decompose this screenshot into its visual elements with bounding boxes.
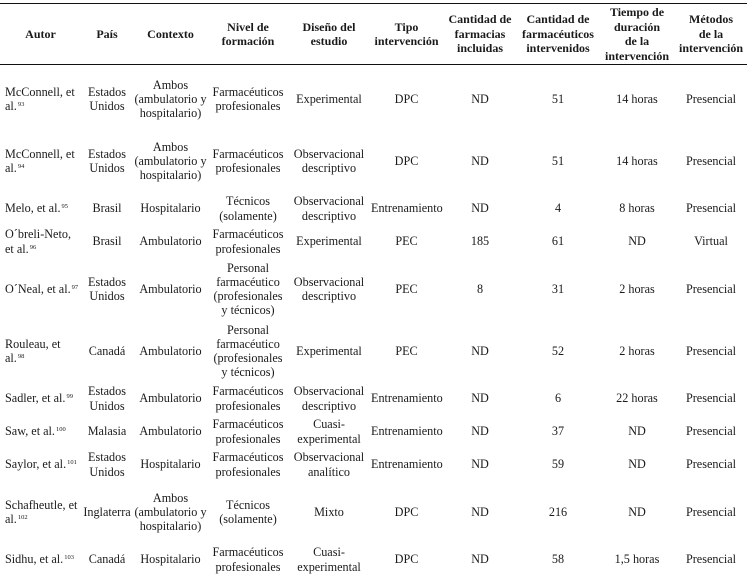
column-header-diseno-estudio bbox=[288, 4, 370, 65]
tiempo-duracion-cell: ND bbox=[628, 234, 646, 249]
diseno-estudio-cell: Mixto bbox=[314, 504, 344, 519]
diseno-estudio-cell: Experimental bbox=[296, 343, 362, 358]
tipo-intervencion-cell: Entrenamiento bbox=[371, 424, 443, 439]
reference-number: 97 bbox=[71, 283, 79, 291]
diseno-estudio-cell: Cuasi-experimental bbox=[297, 545, 361, 574]
diseno-estudio-cell: Observacional descriptivo bbox=[293, 194, 365, 223]
table-row bbox=[0, 225, 747, 258]
tiempo-duracion-cell: 14 horas bbox=[616, 153, 658, 168]
cantidad-farmacias-cell: 185 bbox=[470, 234, 490, 249]
header-line: Diseño del bbox=[302, 19, 356, 34]
autor-name: Schafheutle, et al. bbox=[5, 497, 78, 526]
autor-cell bbox=[0, 192, 81, 225]
studies-table bbox=[0, 3, 747, 576]
header-line: de la bbox=[624, 34, 650, 48]
table-header bbox=[0, 4, 747, 65]
autor-name: Sadler, et al. bbox=[5, 391, 66, 406]
table-row bbox=[0, 320, 747, 382]
contexto-cell: Hospitalario bbox=[140, 552, 201, 567]
cantidad-farmaceuticos-cell: 52 bbox=[551, 343, 565, 358]
tiempo-duracion-cell: 14 horas bbox=[616, 91, 658, 106]
diseno-estudio-cell: Experimental bbox=[296, 234, 362, 249]
contexto-cell: Ambulatorio bbox=[139, 234, 202, 249]
metodo-cell: Presencial bbox=[685, 153, 737, 168]
table-row bbox=[0, 543, 747, 576]
tipo-intervencion-cell: DPC bbox=[394, 552, 419, 567]
table-row bbox=[0, 130, 747, 192]
nivel-formacion-cell: Farmacéuticos profesionales bbox=[212, 545, 284, 574]
cantidad-farmacias-cell: 8 bbox=[476, 281, 484, 296]
reference-number: 103 bbox=[64, 554, 74, 562]
cantidad-farmaceuticos-cell: 4 bbox=[554, 201, 562, 216]
nivel-formacion-cell: Farmacéuticos profesionales bbox=[212, 84, 284, 113]
table-body bbox=[0, 65, 747, 577]
tiempo-duracion-cell: 1,5 horas bbox=[614, 552, 660, 567]
tiempo-duracion-cell: 22 horas bbox=[616, 391, 658, 406]
autor-name: Sidhu, et al. bbox=[5, 552, 64, 567]
contexto-cell: Ambulatorio bbox=[139, 343, 202, 358]
tipo-intervencion-cell: PEC bbox=[395, 281, 418, 296]
metodo-cell: Presencial bbox=[685, 504, 737, 519]
pais-cell: Estados Unidos bbox=[88, 384, 126, 413]
table-row bbox=[0, 192, 747, 225]
cantidad-farmacias-cell: ND bbox=[471, 391, 489, 406]
autor-name: O´Neal, et al. bbox=[5, 281, 71, 296]
diseno-estudio-cell: Observacional descriptivo bbox=[293, 274, 365, 303]
contexto-cell: Hospitalario bbox=[140, 457, 201, 472]
reference-number: 99 bbox=[66, 393, 73, 401]
table-row bbox=[0, 65, 747, 131]
cantidad-farmacias-cell: ND bbox=[471, 153, 489, 168]
autor-cell bbox=[0, 543, 81, 576]
table-row bbox=[0, 258, 747, 320]
diseno-estudio-cell: Cuasi-experimental bbox=[297, 417, 361, 446]
cantidad-farmaceuticos-cell: 31 bbox=[551, 281, 565, 296]
tipo-intervencion-cell: Entrenamiento bbox=[371, 391, 443, 406]
tipo-intervencion-cell: PEC bbox=[395, 343, 418, 358]
header-line: intervenidos bbox=[526, 41, 590, 56]
table-row bbox=[0, 481, 747, 543]
pais-cell: Canadá bbox=[88, 552, 126, 567]
tiempo-duracion-cell: 2 horas bbox=[619, 343, 655, 358]
contexto-cell: Ambos (ambulatorio y hospitalario) bbox=[134, 77, 207, 121]
metodo-cell: Presencial bbox=[685, 424, 737, 439]
header-line: Cantidad de bbox=[526, 12, 590, 27]
tiempo-duracion-cell: 8 horas bbox=[619, 201, 655, 216]
tipo-intervencion-cell: Entrenamiento bbox=[371, 457, 443, 472]
column-header-cantidad-farmacias bbox=[443, 4, 517, 65]
metodo-cell: Presencial bbox=[685, 391, 737, 406]
header-line: incluidas bbox=[456, 41, 504, 56]
header-line: Métodos bbox=[689, 12, 733, 27]
autor-name: Melo, et al. bbox=[5, 201, 61, 216]
metodo-cell: Presencial bbox=[685, 91, 737, 106]
header-line: País bbox=[96, 26, 118, 41]
nivel-formacion-cell: Farmacéuticos profesionales bbox=[212, 450, 284, 479]
pais-cell: Malasia bbox=[87, 424, 127, 439]
header-line: intervención bbox=[679, 41, 743, 56]
tiempo-duracion-cell: ND bbox=[628, 424, 646, 439]
cantidad-farmaceuticos-cell: 61 bbox=[551, 234, 565, 249]
pais-cell: Estados Unidos bbox=[88, 274, 126, 303]
header-row bbox=[0, 4, 747, 65]
tiempo-duracion-cell: 2 horas bbox=[619, 281, 655, 296]
autor-name: Saylor, et al. bbox=[5, 457, 67, 472]
autor-cell bbox=[0, 130, 81, 192]
reference-number: 93 bbox=[17, 101, 25, 108]
autor-cell bbox=[0, 320, 81, 382]
tipo-intervencion-cell: Entrenamiento bbox=[371, 201, 443, 216]
reference-number: 102 bbox=[17, 514, 28, 521]
cantidad-farmacias-cell: ND bbox=[471, 201, 489, 216]
contexto-cell: Ambos (ambulatorio y hospitalario) bbox=[134, 139, 207, 183]
diseno-estudio-cell: Experimental bbox=[296, 91, 362, 106]
header-line: intervención bbox=[605, 48, 669, 63]
nivel-formacion-cell: Farmacéuticos profesionales bbox=[212, 146, 284, 175]
table-row bbox=[0, 382, 747, 415]
tipo-intervencion-cell: DPC bbox=[394, 91, 419, 106]
nivel-formacion-cell: Personal farmacéutico (profesionales y técnicos) bbox=[213, 260, 283, 318]
header-line: Nivel de bbox=[227, 19, 269, 34]
pais-cell: Brasil bbox=[92, 234, 122, 249]
contexto-cell: Ambos (ambulatorio y hospitalario) bbox=[134, 490, 207, 534]
tipo-intervencion-cell: DPC bbox=[394, 153, 419, 168]
header-line: farmacias bbox=[454, 26, 506, 41]
cantidad-farmaceuticos-cell: 216 bbox=[548, 504, 568, 519]
column-header-pais bbox=[81, 4, 133, 65]
tiempo-duracion-cell: ND bbox=[628, 457, 646, 472]
header-line: Tiempo de bbox=[609, 5, 665, 19]
header-line: duración bbox=[613, 19, 660, 34]
cantidad-farmacias-cell: ND bbox=[471, 457, 489, 472]
nivel-formacion-cell: Farmacéuticos profesionales bbox=[212, 417, 284, 446]
tiempo-duracion-cell: ND bbox=[628, 504, 646, 519]
tipo-intervencion-cell: DPC bbox=[394, 504, 419, 519]
pais-cell: Estados Unidos bbox=[88, 146, 126, 175]
autor-name: Rouleau, et al. bbox=[5, 336, 61, 365]
cantidad-farmacias-cell: ND bbox=[471, 91, 489, 106]
header-line: farmacéuticos bbox=[522, 26, 594, 41]
autor-cell bbox=[0, 382, 81, 415]
header-line: Contexto bbox=[147, 26, 194, 41]
nivel-formacion-cell: Técnicos (solamente) bbox=[219, 497, 277, 526]
table-row bbox=[0, 448, 747, 481]
metodo-cell: Presencial bbox=[685, 343, 737, 358]
metodo-cell: Presencial bbox=[685, 281, 737, 296]
cantidad-farmaceuticos-cell: 37 bbox=[551, 424, 565, 439]
column-header-autor bbox=[0, 4, 81, 65]
autor-cell bbox=[0, 448, 81, 481]
reference-number: 98 bbox=[17, 353, 25, 360]
autor-name: Saw, et al. bbox=[5, 424, 55, 439]
reference-number: 95 bbox=[61, 203, 69, 211]
autor-cell bbox=[0, 258, 81, 320]
autor-name: O´breli-Neto, et al. bbox=[5, 227, 71, 256]
diseno-estudio-cell: Observacional analítico bbox=[293, 450, 365, 479]
reference-number: 100 bbox=[55, 426, 66, 434]
metodo-cell: Presencial bbox=[685, 552, 737, 567]
header-line: Tipo bbox=[394, 19, 419, 34]
cantidad-farmaceuticos-cell: 6 bbox=[554, 391, 562, 406]
header-line: formación bbox=[221, 34, 275, 48]
column-header-nivel-formacion bbox=[208, 4, 288, 65]
nivel-formacion-cell: Farmacéuticos profesionales bbox=[212, 384, 284, 413]
autor-name: McConnell, et al. bbox=[5, 146, 75, 175]
contexto-cell: Ambulatorio bbox=[139, 391, 202, 406]
column-header-tiempo-duracion bbox=[599, 4, 675, 65]
autor-cell bbox=[0, 481, 81, 543]
cantidad-farmacias-cell: ND bbox=[471, 552, 489, 567]
nivel-formacion-cell: Técnicos (solamente) bbox=[219, 194, 277, 223]
header-line: Cantidad de bbox=[448, 12, 512, 27]
autor-cell bbox=[0, 65, 81, 131]
header-line: estudio bbox=[310, 34, 348, 48]
reference-number: 101 bbox=[67, 459, 77, 467]
pais-cell: Inglaterra bbox=[83, 504, 131, 519]
column-header-tipo-intervencion bbox=[370, 4, 443, 65]
pais-cell: Canadá bbox=[88, 343, 126, 358]
reference-number: 94 bbox=[17, 163, 25, 170]
autor-cell bbox=[0, 415, 81, 448]
cantidad-farmacias-cell: ND bbox=[471, 343, 489, 358]
tipo-intervencion-cell: PEC bbox=[395, 234, 418, 249]
contexto-cell: Ambulatorio bbox=[139, 424, 202, 439]
contexto-cell: Hospitalario bbox=[140, 201, 201, 216]
cantidad-farmacias-cell: ND bbox=[471, 424, 489, 439]
contexto-cell: Ambulatorio bbox=[139, 281, 202, 296]
autor-cell bbox=[0, 225, 81, 258]
header-line: intervención bbox=[374, 34, 439, 48]
nivel-formacion-cell: Farmacéuticos profesionales bbox=[212, 227, 284, 256]
metodo-cell: Presencial bbox=[685, 201, 737, 216]
header-line: Autor bbox=[25, 26, 56, 41]
reference-number: 96 bbox=[29, 243, 37, 251]
cantidad-farmacias-cell: ND bbox=[471, 504, 489, 519]
metodo-cell: Presencial bbox=[685, 457, 737, 472]
diseno-estudio-cell: Observacional descriptivo bbox=[293, 384, 365, 413]
pais-cell: Estados Unidos bbox=[88, 84, 126, 113]
column-header-cantidad-farmaceuticos bbox=[517, 4, 599, 65]
column-header-contexto bbox=[133, 4, 208, 65]
cantidad-farmaceuticos-cell: 59 bbox=[551, 457, 565, 472]
header-line: de la bbox=[698, 26, 724, 41]
pais-cell: Brasil bbox=[92, 201, 122, 216]
cantidad-farmaceuticos-cell: 51 bbox=[551, 91, 565, 106]
diseno-estudio-cell: Observacional descriptivo bbox=[293, 146, 365, 175]
autor-name: McConnell, et al. bbox=[5, 84, 75, 113]
cantidad-farmaceuticos-cell: 51 bbox=[551, 153, 565, 168]
cantidad-farmaceuticos-cell: 58 bbox=[551, 552, 565, 567]
table-row bbox=[0, 415, 747, 448]
column-header-metodos-intervencion bbox=[675, 4, 747, 65]
metodo-cell: Virtual bbox=[694, 234, 728, 249]
nivel-formacion-cell: Personal farmacéutico (profesionales y técnicos) bbox=[213, 322, 283, 380]
pais-cell: Estados Unidos bbox=[88, 450, 126, 479]
